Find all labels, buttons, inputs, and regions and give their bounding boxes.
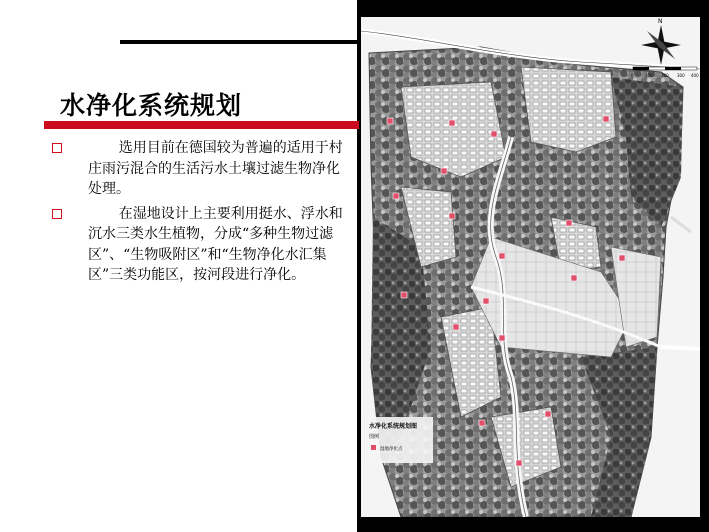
wetland-marker <box>619 255 625 261</box>
wetland-marker <box>499 253 505 259</box>
map-legend <box>367 417 433 463</box>
top-rule <box>120 40 360 44</box>
title-underline <box>44 121 359 129</box>
legend-title: 水净化系统规划图 <box>369 423 418 430</box>
bullet-text: 在湿地设计上主要利用挺水、浮水和沉水三类水生植物，分成“多种生物过滤区”、“生物吸附区”和“生物净化水汇集区”三类功能区，按河段进行净化。 <box>88 205 343 283</box>
scale-tick: 400 <box>691 73 699 78</box>
wetland-marker <box>491 131 497 137</box>
bullet-box-icon <box>52 143 62 153</box>
bullet-list <box>52 138 352 286</box>
wetland-marker <box>479 420 485 426</box>
wetland-marker <box>545 411 551 417</box>
bullet-text: 选用目前在德国较为普遍的适用于村庄雨污混合的生活污水土壤过滤生物净化处理。 <box>88 140 343 197</box>
slide-title: 水净化系统规划 <box>60 91 243 120</box>
north-arrow-icon <box>641 25 681 65</box>
legend-item-label: 湿地净化点 <box>380 447 403 452</box>
legend-subtitle: 图例 <box>369 434 380 440</box>
scale-tick: 100 <box>645 73 653 78</box>
scale-tick: 300 <box>677 73 685 78</box>
scale-tick: 200 <box>661 73 669 78</box>
wetland-marker <box>483 298 489 304</box>
wetland-marker <box>387 118 393 124</box>
wetland-marker <box>603 116 609 122</box>
legend-marker-icon <box>371 445 376 450</box>
bullet-box-icon <box>52 209 62 219</box>
site-plan-map <box>361 17 700 517</box>
wetland-marker <box>401 292 407 298</box>
wetland-marker <box>441 168 447 174</box>
bullet-item <box>52 138 352 200</box>
scale-tick: 0 <box>631 73 634 78</box>
site-plan-drawing <box>361 17 700 517</box>
wetland-marker <box>449 213 455 219</box>
wetland-marker <box>499 335 505 341</box>
bullet-item <box>52 204 352 286</box>
wetland-marker <box>449 120 455 126</box>
scale-bar <box>633 67 697 70</box>
wetland-marker <box>571 275 577 281</box>
wetland-marker <box>393 193 399 199</box>
wetland-marker <box>453 324 459 330</box>
wetland-marker <box>566 220 572 226</box>
north-label: N <box>658 18 663 25</box>
wetland-marker <box>516 460 522 466</box>
